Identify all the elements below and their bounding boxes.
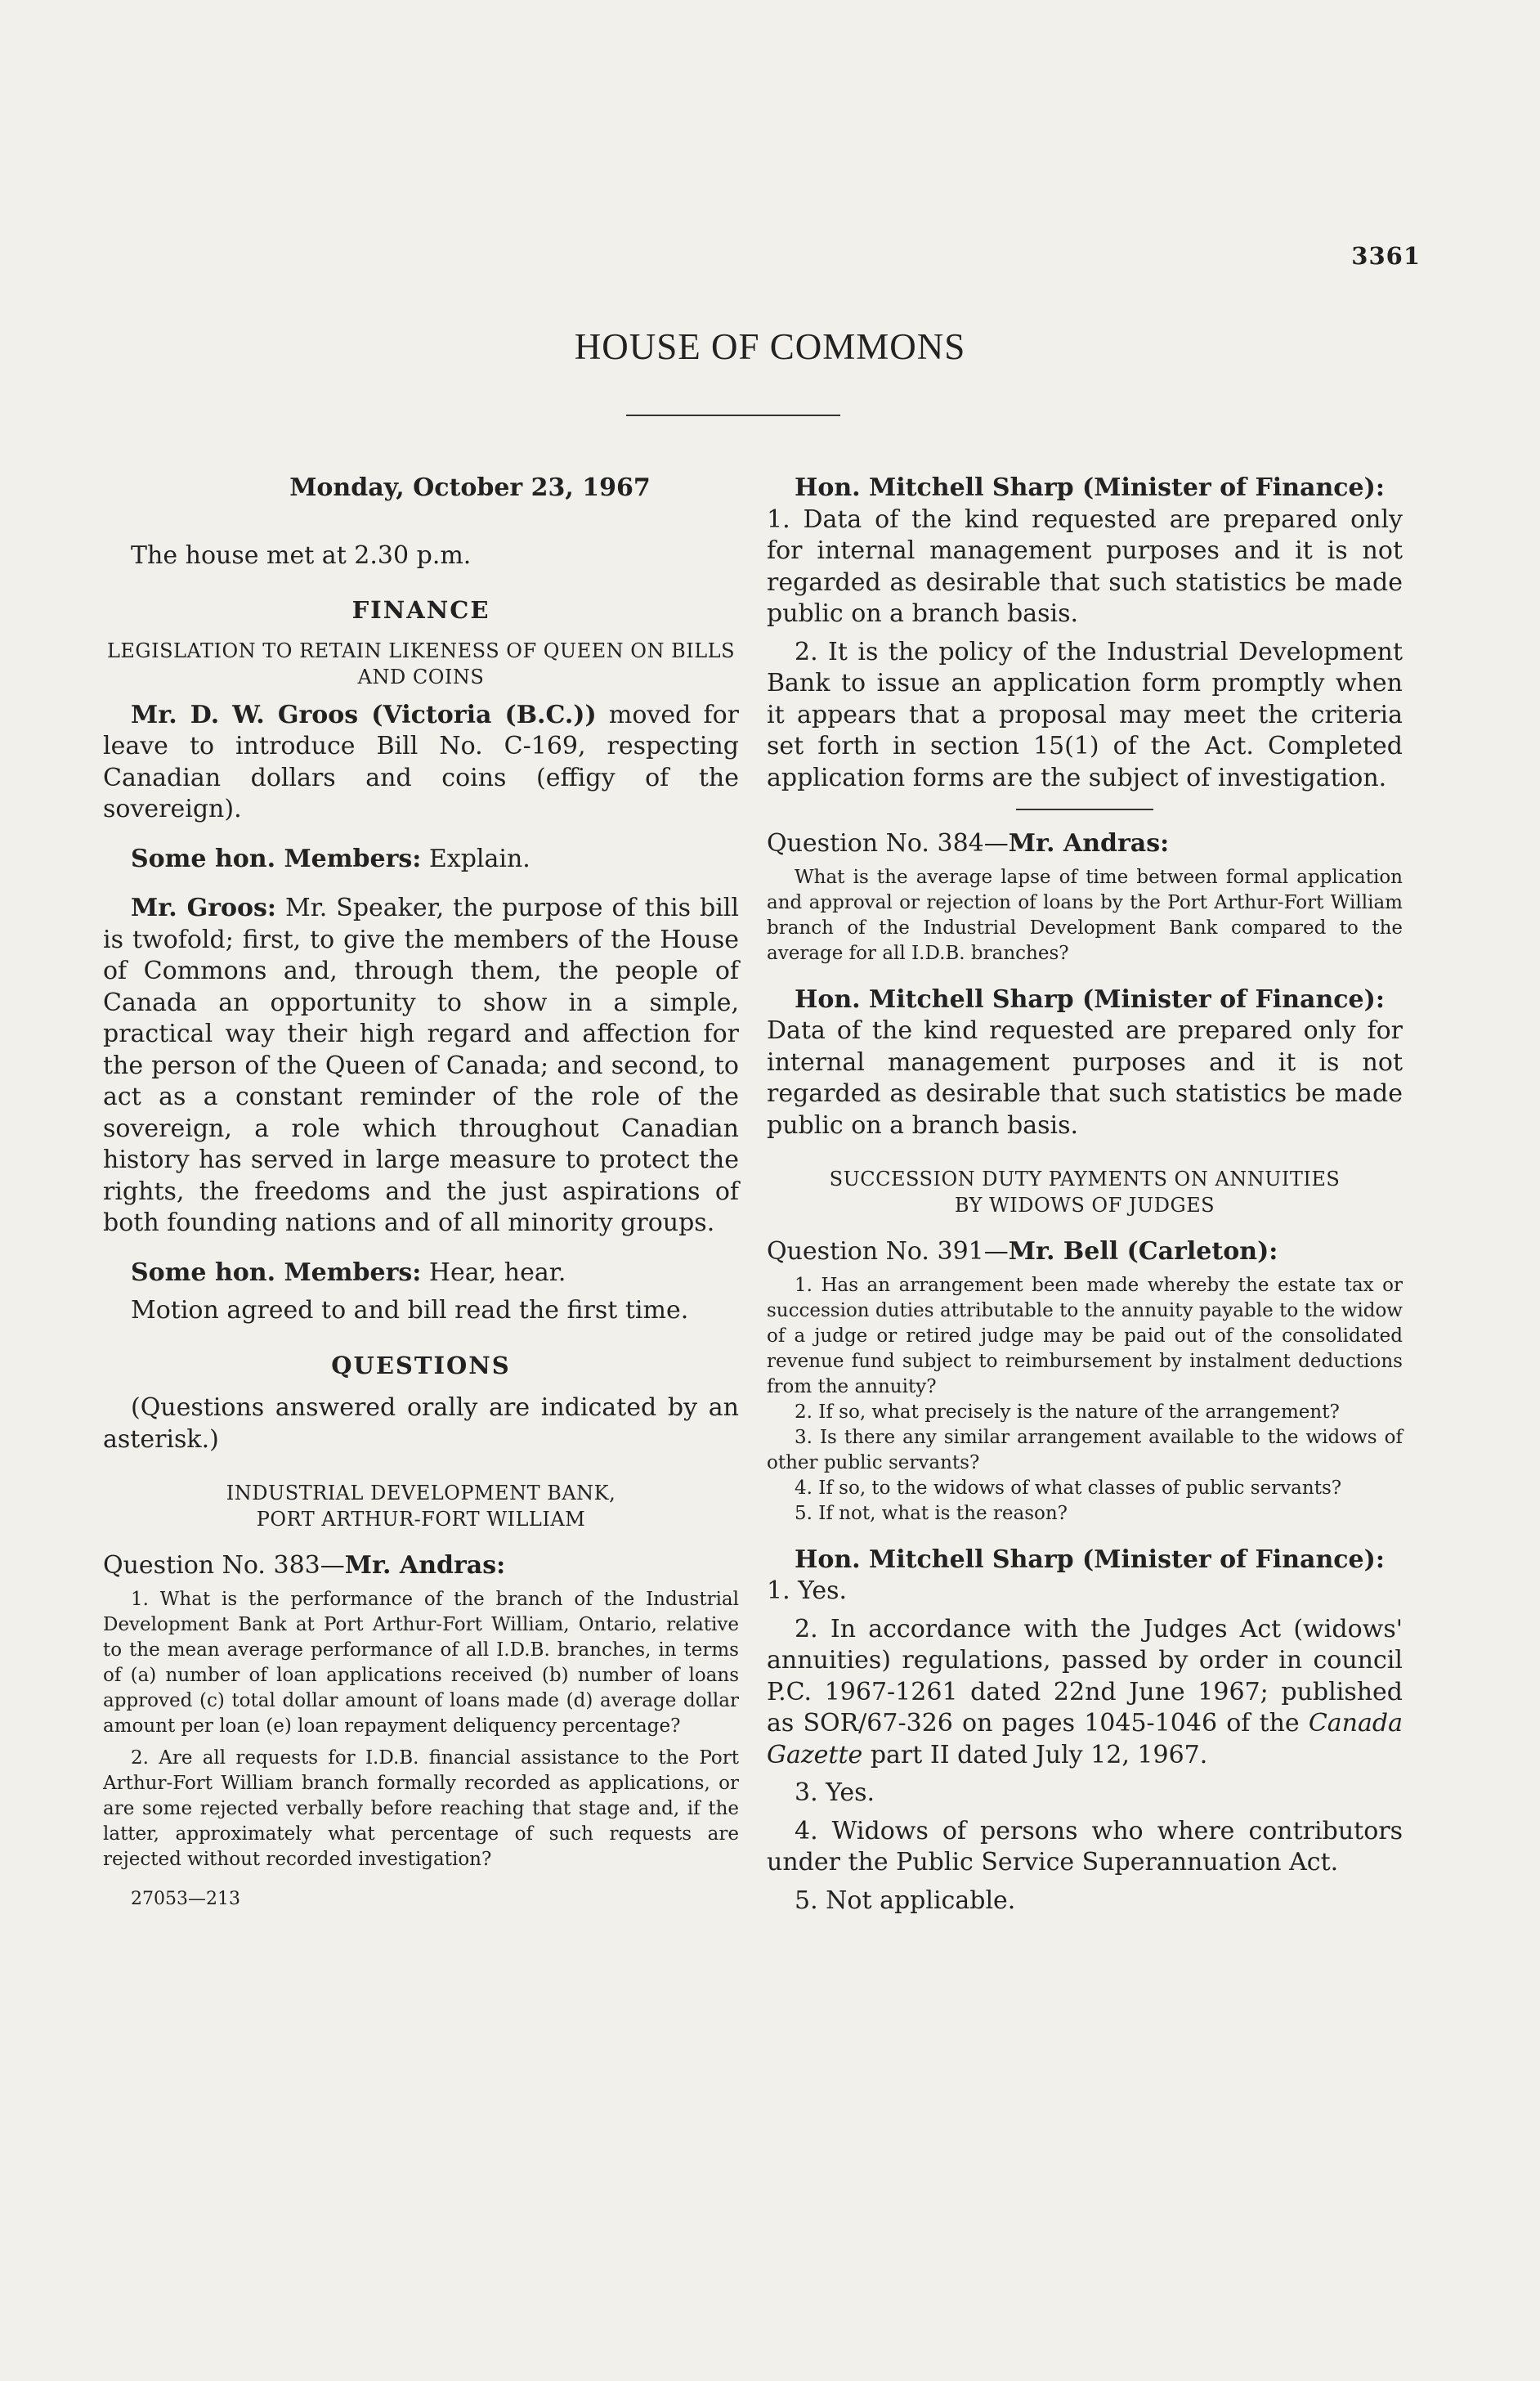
question-391 [767,1236,1403,1268]
question-391-part-2: 2. If so, what precisely is the nature of the arrangement? [795,1401,1340,1423]
answer-text: part II dated July 12, 1967. [870,1740,1208,1769]
question-383-part-2: 2. Are all requests for I.D.B. financial assistance to the Port Arthur-Fort William branch formally recorded as applications, or are some rejected verbally before reaching that stage and, if the latter, approximately what percentage of such requests are rejected without recorded investigation? [103,1747,739,1870]
question-label: Question No. 384— [767,829,1009,858]
speech-text: Hear, hear. [428,1258,566,1287]
answer-text: 2. In accordance with the Judges Act (widows' annuities) regulations, passed by order in council P.C. 1967-1261 dated 22nd June 1967; published as SOR/67-326 on pages 1045-1046 of the [767,1614,1403,1738]
sharp-answer-1 [767,473,1403,504]
question-384-text: What is the average lapse of time between formal application and approval or rejection of loans by the Port Arthur-Fort William branch of the Industrial Development Bank compared to the average for all I.D.B. branches? [767,866,1403,964]
idb-heading-line-2: PORT ARTHUR-FORT WILLIAM [256,1508,586,1531]
question-label: Question No. 383— [103,1551,345,1580]
sitting-date: Monday, October 23, 1967 [289,473,651,502]
speaker-name: Hon. Mitchell Sharp (Minister of Finance): [795,473,1385,502]
idb-heading [103,1480,739,1532]
footer-code: 27053—213 [131,1888,240,1909]
idb-heading-line-1: INDUSTRIAL DEVELOPMENT BANK, [226,1482,616,1504]
speech-text: Mr. Speaker, the purpose of this bill is twofold; first, to give the members of the House of Commons and, through them, the people of Canada an opportunity to show in a simple, practical way their high regard and affection for the person of the Queen of Canada; and second, to act as a constant reminder of the role of the sovereign, a role which throughout Canadian history has served in large measure to protect the rights, the freedoms and the just aspirations of both founding nations and of all minority groups. [103,894,739,1237]
question-391-part-3: 3. Is there any similar arrangement available to the widows of other public servants? [767,1426,1403,1473]
speaker-name: Mr. Groos: [131,894,276,922]
sharp-answer-2-text: Data of the kind requested are prepared only for internal management purposes and it is not regarded as desirable that such statistics be made public on a branch basis. [767,1016,1403,1140]
right-column [767,473,1403,1917]
question-label: Question No. 391— [767,1237,1009,1266]
sharp-answer-3-item-4: 4. Widows of persons who where contributors under the Public Service Superannuation Act. [767,1816,1403,1877]
sharp-answer-2 [767,984,1403,1016]
questions-note: (Questions answered orally are indicated by an asterisk.) [103,1393,739,1454]
left-column [103,473,739,1915]
members-explain [103,844,739,876]
members-hear [103,1258,739,1289]
question-member: Mr. Andras: [1008,829,1170,858]
speaker-name: Hon. Mitchell Sharp (Minister of Finance): [795,1545,1385,1574]
question-391-part-5: 5. If not, what is the reason? [795,1502,1068,1524]
finance-heading: FINANCE [351,596,490,624]
house-met: The house met at 2.30 p.m. [131,540,472,570]
questions-heading: QUESTIONS [331,1351,511,1379]
question-391-part-4: 4. If so, to the widows of what classes of public servants? [795,1477,1342,1499]
sharp-answer-1-part-2: 2. It is the policy of the Industrial Development Bank to issue an application form promptly when it appears that a proposal may meet the criteria set forth in section 15(1) of the Act. Completed application forms are the subject of investigation. [767,637,1403,792]
title-divider [626,415,840,416]
sharp-answer-3-item-1: 1. Yes. [767,1576,848,1605]
legislation-heading: LEGISLATION TO RETAIN LIKENESS OF QUEEN ON BILLS AND COINS [106,639,736,688]
speech-text: moved for leave to introduce Bill No. C-169, respecting Canadian dollars and coins (effigy of the sovereign). [103,700,740,823]
gazette-title: Canada Gazette [767,1709,1403,1769]
sharp-answer-3-item-5: 5. Not applicable. [795,1886,1016,1915]
sharp-answer-3 [767,1545,1403,1576]
section-divider [1016,809,1153,810]
question-member: Mr. Bell (Carleton): [1008,1237,1278,1266]
speaker-name: Mr. D. W. Groos (Victoria (B.C.)) [131,700,597,729]
sharp-answer-3-item-2 [767,1614,1403,1772]
question-391-part-1: 1. Has an arrangement been made whereby the estate tax or succession duties attributable to the annuity payable to the widow of a judge or retired judge may be paid out of the consolidated revenue fund subject to reimbursement by instalment deductions from the annuity? [767,1274,1403,1397]
groos-motion [103,700,739,826]
speech-text: Explain. [428,844,530,873]
page-number: 3361 [1351,242,1421,270]
speaker-name: Hon. Mitchell Sharp (Minister of Finance): [795,984,1385,1014]
sharp-answer-1-text: 1. Data of the kind requested are prepared only for internal management purposes and it is not regarded as desirable that such statistics be made public on a branch basis. [767,504,1403,628]
motion-agreed: Motion agreed to and bill read the first time. [131,1296,689,1325]
question-383 [103,1550,739,1582]
page-title: HOUSE OF COMMONS [574,326,966,367]
question-member: Mr. Andras: [344,1551,506,1580]
question-384 [767,828,1403,860]
succession-heading [767,1166,1403,1218]
speaker-name: Some hon. Members: [131,1258,422,1287]
succession-heading-line-1: SUCCESSION DUTY PAYMENTS ON ANNUITIES [829,1168,1341,1190]
groos-speech [103,893,739,1240]
speaker-name: Some hon. Members: [131,844,422,873]
question-383-part-1: 1. What is the performance of the branch of the Industrial Development Bank at Port Arthur-Fort William, Ontario, relative to the mean average performance of all I.D.B. branches, in terms of (a) number of loan applications received (b) number of loans approved (c) total dollar amount of loans made (d) average dollar amount per loan (e) loan repayment deliquency percentage? [103,1588,739,1737]
succession-heading-line-2: BY WIDOWS OF JUDGES [954,1194,1215,1217]
sharp-answer-3-item-3: 3. Yes. [795,1778,875,1807]
